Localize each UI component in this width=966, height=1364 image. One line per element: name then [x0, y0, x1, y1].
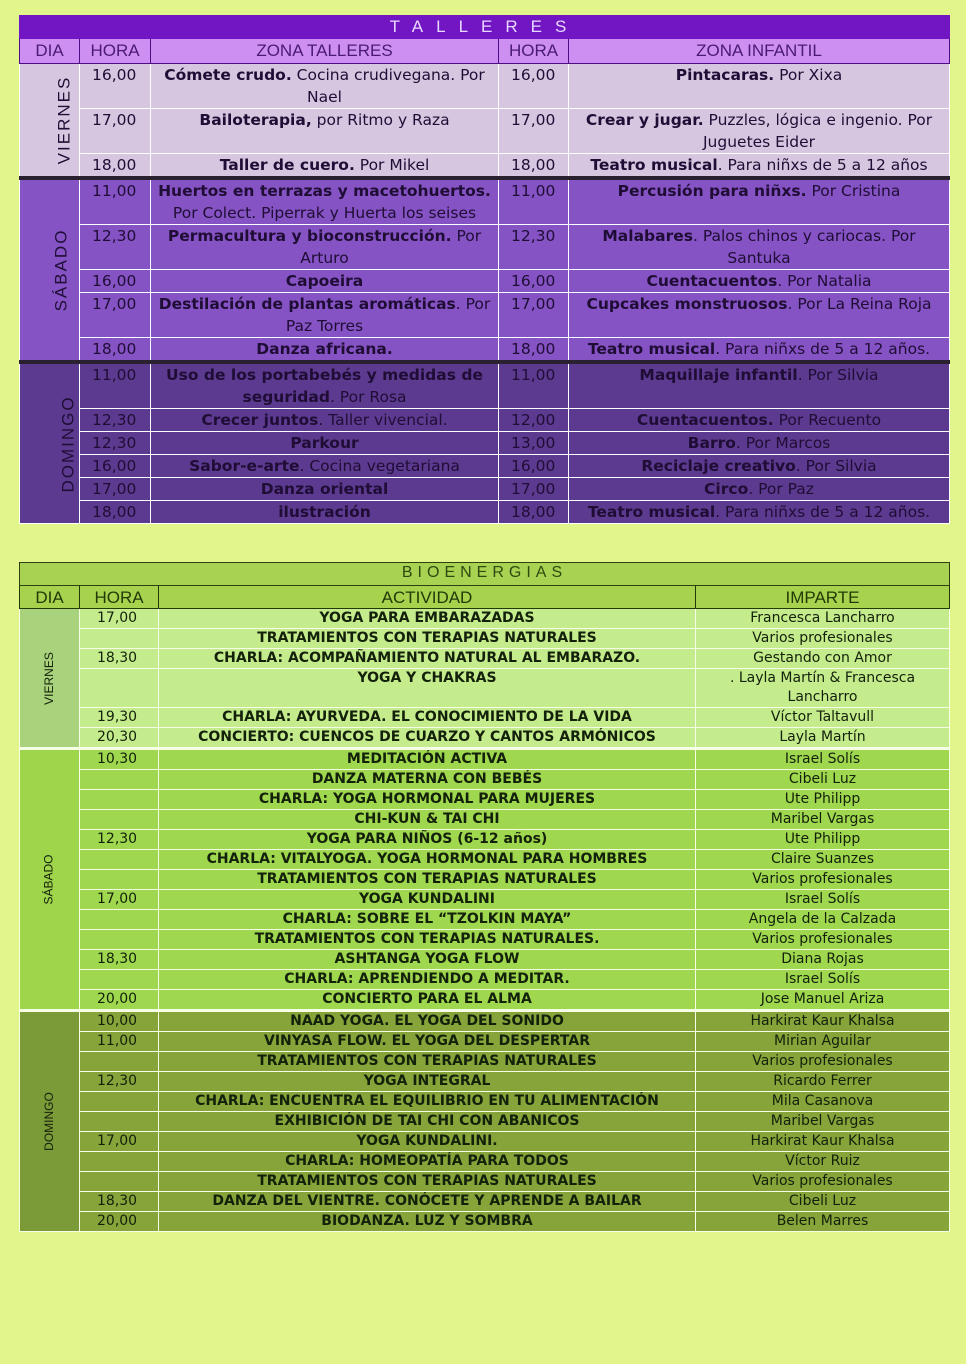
hora-cell: [80, 1172, 159, 1192]
imparte-cell: Belen Marres: [696, 1212, 950, 1232]
actividad-cell: TRATAMIENTOS CON TERAPIAS NATURALES.: [159, 930, 696, 950]
imparte-cell: Harkirat Kaur Khalsa: [696, 1132, 950, 1152]
hora-cell: [80, 930, 159, 950]
talleres-row: [20, 432, 950, 455]
hora-cell: 20,30: [80, 728, 159, 749]
imparte-cell: Varios profesionales: [696, 870, 950, 890]
imparte-cell: Varios profesionales: [696, 629, 950, 649]
imparte-cell: Jose Manuel Ariza: [696, 990, 950, 1011]
actividad-cell: CHARLA: HOMEOPATÍA PARA TODOS: [159, 1152, 696, 1172]
hora-cell: 20,00: [80, 1212, 159, 1232]
imparte-cell: Mila Casanova: [696, 1092, 950, 1112]
infantil-cell: [569, 432, 950, 455]
taller-cell: [151, 478, 499, 501]
imparte-cell: Cibeli Luz: [696, 1192, 950, 1212]
actividad-cell: CHARLA: YOGA HORMONAL PARA MUJERES: [159, 790, 696, 810]
hora-text: 18,00: [92, 340, 137, 358]
bio-row: [20, 770, 950, 790]
infantil-name: Maquillaje infantil: [639, 366, 798, 384]
taller-detail: . Taller vivencial.: [318, 411, 448, 429]
bio-row: [20, 790, 950, 810]
infantil-name: Reciclaje creativo: [641, 457, 796, 475]
imparte-cell: Layla Martín: [696, 728, 950, 749]
taller-detail: Por Mikel: [354, 156, 430, 174]
actividad-cell: EXHIBICIÓN DE TAI CHI CON ABANICOS: [159, 1112, 696, 1132]
hora-text: 13,00: [511, 434, 556, 452]
actividad-cell: CHARLA: SOBRE EL “TZOLKIN MAYA”: [159, 910, 696, 930]
infantil-cell: [569, 154, 950, 179]
hora-cell: [80, 770, 159, 790]
taller-detail: . Cocina vegetariana: [299, 457, 460, 475]
taller-detail: Por Arturo: [300, 227, 482, 267]
taller-detail: Por Colect. Piperrak y Huerta los seises: [172, 204, 477, 222]
actividad-cell: YOGA Y CHAKRAS: [159, 669, 696, 708]
infantil-detail: . Para niñxs de 5 a 12 años: [717, 156, 928, 174]
infantil-detail: . Por Silvia: [795, 457, 877, 475]
hora-cell: [80, 669, 159, 708]
hora-cell: [80, 293, 151, 338]
actividad-cell: CHARLA: APRENDIENDO A MEDITAR.: [159, 970, 696, 990]
hora-cell: [80, 225, 151, 270]
talleres-row: [20, 178, 950, 225]
hora-cell: 11,00: [80, 1032, 159, 1052]
bio-row: [20, 649, 950, 669]
hora-text: 17,00: [511, 295, 556, 313]
imparte-cell: Varios profesionales: [696, 1052, 950, 1072]
talleres-row: [20, 362, 950, 409]
col-header-zona-infantil: ZONA INFANTIL: [569, 39, 950, 64]
infantil-name: Pintacaras.: [675, 66, 775, 84]
hora-cell: [80, 850, 159, 870]
actividad-cell: YOGA KUNDALINI.: [159, 1132, 696, 1152]
bio-row: [20, 1032, 950, 1052]
infantil-name: Percusión para niñxs.: [617, 182, 807, 200]
hora-cell: 17,00: [80, 609, 159, 629]
infantil-name: Cuentacuentos: [646, 272, 778, 290]
hora-cell: 19,30: [80, 708, 159, 728]
infantil-cell: [569, 478, 950, 501]
taller-cell: [151, 225, 499, 270]
talleres-row: [20, 109, 950, 154]
bio-row: [20, 810, 950, 830]
infantil-detail: . Por Marcos: [735, 434, 831, 452]
imparte-cell: Ricardo Ferrer: [696, 1072, 950, 1092]
actividad-cell: YOGA INTEGRAL: [159, 1072, 696, 1092]
hora-text: 17,00: [92, 111, 137, 129]
actividad-cell: YOGA KUNDALINI: [159, 890, 696, 910]
actividad-cell: BIODANZA. LUZ Y SOMBRA: [159, 1212, 696, 1232]
hora-cell: 18,30: [80, 1192, 159, 1212]
taller-name: Crecer juntos: [201, 411, 319, 429]
hora-infantil-cell: [499, 501, 569, 524]
col-header-zona-talleres: ZONA TALLERES: [151, 39, 499, 64]
imparte-cell: Varios profesionales: [696, 930, 950, 950]
imparte-cell: Maribel Vargas: [696, 1112, 950, 1132]
hora-infantil-cell: [499, 362, 569, 409]
talleres-title: TALLERES: [20, 16, 950, 39]
bio-row: [20, 1052, 950, 1072]
imparte-cell: Gestando con Amor: [696, 649, 950, 669]
taller-cell: [151, 154, 499, 179]
imparte-cell: Maribel Vargas: [696, 810, 950, 830]
infantil-name: Teatro musical: [587, 340, 716, 358]
hora-text: 18,00: [511, 340, 556, 358]
infantil-cell: [569, 409, 950, 432]
taller-cell: [151, 178, 499, 225]
imparte-cell: . Layla Martín & Francesca Lancharro: [696, 669, 950, 708]
talleres-row: [20, 501, 950, 524]
talleres-row: [20, 225, 950, 270]
hora-text: 18,00: [92, 156, 137, 174]
infantil-cell: [569, 501, 950, 524]
imparte-cell: Diana Rojas: [696, 950, 950, 970]
infantil-cell: [569, 109, 950, 154]
actividad-cell: CONCIERTO: CUENCOS DE CUARZO Y CANTOS ARMÓNICOS: [159, 728, 696, 749]
bio-row: [20, 850, 950, 870]
infantil-name: Circo: [704, 480, 749, 498]
bio-row: [20, 708, 950, 728]
actividad-cell: DANZA DEL VIENTRE. CONÓCETE Y APRENDE A BAILAR: [159, 1192, 696, 1212]
hora-text: 16,00: [92, 457, 137, 475]
day-label-text: VIERNES: [42, 651, 56, 705]
infantil-detail: Puzzles, lógica e ingenio. Por Juguetes Eider: [702, 111, 933, 151]
hora-cell: [80, 478, 151, 501]
taller-cell: [151, 501, 499, 524]
hora-text: 16,00: [511, 66, 556, 84]
hora-text: 11,00: [92, 182, 137, 200]
col-header-imparte: IMPARTE: [696, 586, 950, 609]
bio-row: [20, 950, 950, 970]
taller-name: Parkour: [290, 434, 359, 452]
col-header-actividad: ACTIVIDAD: [159, 586, 696, 609]
hora-infantil-cell: [499, 270, 569, 293]
hora-text: 18,00: [511, 156, 556, 174]
infantil-detail: . Por Natalia: [777, 272, 872, 290]
hora-cell: [80, 362, 151, 409]
talleres-row: [20, 293, 950, 338]
actividad-cell: TRATAMIENTOS CON TERAPIAS NATURALES: [159, 629, 696, 649]
taller-cell: [151, 270, 499, 293]
imparte-cell: Israel Solís: [696, 970, 950, 990]
hora-infantil-cell: [499, 338, 569, 363]
bio-row: [20, 890, 950, 910]
taller-cell: [151, 409, 499, 432]
hora-cell: [80, 970, 159, 990]
bio-row: [20, 728, 950, 749]
imparte-cell: Víctor Taltavull: [696, 708, 950, 728]
actividad-cell: TRATAMIENTOS CON TERAPIAS NATURALES: [159, 870, 696, 890]
hora-text: 11,00: [92, 366, 137, 384]
talleres-row: [20, 64, 950, 109]
hora-infantil-cell: [499, 293, 569, 338]
col-header-hora: HORA: [80, 586, 159, 609]
hora-text: 16,00: [92, 272, 137, 290]
taller-name: Destilación de plantas aromáticas: [158, 295, 456, 313]
hora-text: 12,30: [92, 227, 137, 245]
hora-text: 12,30: [92, 411, 137, 429]
infantil-detail: . Palos chinos y cariocas. Por Santuka: [692, 227, 916, 267]
talleres-row: [20, 154, 950, 179]
hora-cell: [80, 109, 151, 154]
hora-infantil-cell: [499, 225, 569, 270]
day-label-text: VIERNES: [54, 75, 74, 165]
hora-infantil-cell: [499, 64, 569, 109]
day-label-text: DOMINGO: [58, 394, 78, 493]
day-label-text: SÁBADO: [41, 854, 56, 905]
imparte-cell: Mirian Aguilar: [696, 1032, 950, 1052]
infantil-cell: [569, 64, 950, 109]
hora-text: 17,00: [511, 111, 556, 129]
hora-cell: 20,00: [80, 990, 159, 1011]
hora-cell: [80, 64, 151, 109]
hora-infantil-cell: [499, 154, 569, 179]
bio-row: [20, 1172, 950, 1192]
actividad-cell: DANZA MATERNA CON BEBÉS: [159, 770, 696, 790]
hora-cell: [80, 629, 159, 649]
taller-name: Cómete crudo.: [164, 66, 292, 84]
infantil-detail: . Para niñxs de 5 a 12 años.: [715, 340, 931, 358]
taller-name: Danza africana.: [256, 340, 393, 358]
hora-cell: [80, 1112, 159, 1132]
bioenergias-title: BIOENERGIAS: [20, 563, 950, 586]
actividad-cell: TRATAMIENTOS CON TERAPIAS NATURALES: [159, 1172, 696, 1192]
day-label: [20, 1011, 80, 1232]
hora-cell: [80, 790, 159, 810]
bio-row: [20, 870, 950, 890]
hora-text: 17,00: [511, 480, 556, 498]
taller-name: Permacultura y bioconstrucción.: [167, 227, 452, 245]
bioenergias-schedule: [19, 562, 949, 1232]
hora-cell: 12,30: [80, 1072, 159, 1092]
day-label-text: SÁBADO: [51, 228, 71, 312]
infantil-cell: [569, 178, 950, 225]
taller-cell: [151, 64, 499, 109]
hora-cell: [80, 870, 159, 890]
infantil-cell: [569, 338, 950, 363]
taller-cell: [151, 455, 499, 478]
hora-infantil-cell: [499, 455, 569, 478]
hora-text: 12,30: [511, 227, 556, 245]
hora-text: 16,00: [92, 66, 137, 84]
infantil-detail: Por Cristina: [806, 182, 901, 200]
infantil-detail: . Para niñxs de 5 a 12 años.: [715, 503, 931, 521]
talleres-row: [20, 338, 950, 363]
taller-name: Huertos en terrazas y macetohuertos.: [158, 182, 491, 200]
taller-name: Taller de cuero.: [219, 156, 355, 174]
hora-cell: 18,30: [80, 950, 159, 970]
col-header-dia: DIA: [20, 39, 80, 64]
talleres-table: [19, 15, 950, 524]
col-header-dia: DIA: [20, 586, 80, 609]
hora-cell: [80, 1152, 159, 1172]
actividad-cell: CHARLA: ENCUENTRA EL EQUILIBRIO EN TU ALIMENTACIÓN: [159, 1092, 696, 1112]
infantil-name: Malabares: [602, 227, 693, 245]
infantil-cell: [569, 270, 950, 293]
bio-row: [20, 910, 950, 930]
taller-cell: [151, 338, 499, 363]
hora-text: 11,00: [511, 182, 556, 200]
taller-name: Uso de los portabebés y medidas de seguridad: [166, 366, 483, 406]
taller-name: Capoeira: [285, 272, 364, 290]
imparte-cell: Ute Philipp: [696, 790, 950, 810]
day-label: [20, 749, 80, 1011]
infantil-detail: Por Recuento: [773, 411, 882, 429]
hora-cell: 12,30: [80, 830, 159, 850]
bio-row: [20, 629, 950, 649]
hora-cell: 17,00: [80, 890, 159, 910]
hora-text: 17,00: [92, 295, 137, 313]
infantil-detail: . Por La Reina Roja: [787, 295, 932, 313]
bio-row: [20, 1192, 950, 1212]
hora-cell: [80, 154, 151, 179]
day-label: [20, 64, 80, 179]
imparte-cell: Harkirat Kaur Khalsa: [696, 1011, 950, 1032]
hora-cell: 10,00: [80, 1011, 159, 1032]
imparte-cell: Angela de la Calzada: [696, 910, 950, 930]
col-header-hora-infantil: HORA: [499, 39, 569, 64]
taller-cell: [151, 432, 499, 455]
taller-cell: [151, 109, 499, 154]
hora-infantil-cell: [499, 409, 569, 432]
hora-infantil-cell: [499, 432, 569, 455]
hora-cell: [80, 432, 151, 455]
infantil-name: Teatro musical: [587, 503, 716, 521]
imparte-cell: Israel Solís: [696, 890, 950, 910]
infantil-cell: [569, 225, 950, 270]
day-label: [20, 609, 80, 749]
bio-row: [20, 1212, 950, 1232]
day-label-text: DOMINGO: [41, 1092, 56, 1151]
hora-text: 17,00: [92, 480, 137, 498]
actividad-cell: TRATAMIENTOS CON TERAPIAS NATURALES: [159, 1052, 696, 1072]
hora-cell: [80, 1052, 159, 1072]
hora-text: 18,00: [511, 503, 556, 521]
imparte-cell: Cibeli Luz: [696, 770, 950, 790]
bio-row: [20, 1092, 950, 1112]
hora-cell: 18,30: [80, 649, 159, 669]
day-label: [20, 178, 80, 362]
taller-detail: . Por Rosa: [329, 388, 407, 406]
hora-cell: [80, 270, 151, 293]
talleres-row: [20, 455, 950, 478]
taller-detail: . Por Paz Torres: [285, 295, 491, 335]
imparte-cell: Varios profesionales: [696, 1172, 950, 1192]
hora-cell: [80, 178, 151, 225]
hora-cell: [80, 501, 151, 524]
col-header-hora: HORA: [80, 39, 151, 64]
bio-row: [20, 1011, 950, 1032]
hora-text: 12,00: [511, 411, 556, 429]
actividad-cell: CONCIERTO PARA EL ALMA: [159, 990, 696, 1011]
infantil-name: Crear y jugar.: [585, 111, 704, 129]
hora-infantil-cell: [499, 109, 569, 154]
imparte-cell: Víctor Ruiz: [696, 1152, 950, 1172]
infantil-detail: . Por Paz: [748, 480, 814, 498]
hora-cell: 10,30: [80, 749, 159, 770]
bio-row: [20, 1112, 950, 1132]
taller-detail: Cocina crudivegana. Por Nael: [291, 66, 485, 106]
talleres-row: [20, 478, 950, 501]
taller-name: ilustración: [278, 503, 371, 521]
actividad-cell: NAAD YOGA. EL YOGA DEL SONIDO: [159, 1011, 696, 1032]
infantil-name: Cupcakes monstruosos: [586, 295, 788, 313]
taller-detail: por Ritmo y Raza: [311, 111, 450, 129]
hora-text: 16,00: [511, 272, 556, 290]
hora-cell: 17,00: [80, 1132, 159, 1152]
bio-row: [20, 930, 950, 950]
actividad-cell: ASHTANGA YOGA FLOW: [159, 950, 696, 970]
bio-row: [20, 970, 950, 990]
infantil-cell: [569, 455, 950, 478]
infantil-name: Cuentacuentos.: [636, 411, 774, 429]
hora-cell: [80, 455, 151, 478]
taller-name: Bailoterapia,: [199, 111, 312, 129]
actividad-cell: CHARLA: AYURVEDA. EL CONOCIMIENTO DE LA VIDA: [159, 708, 696, 728]
imparte-cell: Claire Suanzes: [696, 850, 950, 870]
taller-cell: [151, 362, 499, 409]
actividad-cell: YOGA PARA NIÑOS (6-12 años): [159, 830, 696, 850]
hora-text: 18,00: [92, 503, 137, 521]
imparte-cell: Israel Solís: [696, 749, 950, 770]
bio-row: [20, 669, 950, 708]
hora-infantil-cell: [499, 478, 569, 501]
bio-row: [20, 609, 950, 629]
infantil-detail: Por Xixa: [774, 66, 843, 84]
infantil-cell: [569, 293, 950, 338]
talleres-row: [20, 270, 950, 293]
infantil-cell: [569, 362, 950, 409]
bio-row: [20, 1132, 950, 1152]
actividad-cell: CHI-KUN & TAI CHI: [159, 810, 696, 830]
bio-row: [20, 990, 950, 1011]
taller-name: Sabor-e-arte: [189, 457, 300, 475]
bio-row: [20, 1072, 950, 1092]
taller-cell: [151, 293, 499, 338]
hora-cell: [80, 1092, 159, 1112]
bio-row: [20, 1152, 950, 1172]
day-label: [20, 362, 80, 524]
actividad-cell: YOGA PARA EMBARAZADAS: [159, 609, 696, 629]
hora-cell: [80, 409, 151, 432]
actividad-cell: VINYASA FLOW. EL YOGA DEL DESPERTAR: [159, 1032, 696, 1052]
bioenergias-table: [19, 562, 950, 1232]
hora-cell: [80, 910, 159, 930]
imparte-cell: Francesca Lancharro: [696, 609, 950, 629]
infantil-detail: . Por Silvia: [797, 366, 879, 384]
hora-cell: [80, 338, 151, 363]
actividad-cell: CHARLA: ACOMPAÑAMIENTO NATURAL AL EMBARAZO.: [159, 649, 696, 669]
hora-infantil-cell: [499, 178, 569, 225]
bio-row: [20, 749, 950, 770]
talleres-schedule: [19, 15, 949, 524]
hora-text: 11,00: [511, 366, 556, 384]
taller-name: Danza oriental: [260, 480, 389, 498]
infantil-name: Teatro musical: [590, 156, 718, 174]
talleres-row: [20, 409, 950, 432]
bio-row: [20, 830, 950, 850]
actividad-cell: CHARLA: VITALYOGA. YOGA HORMONAL PARA HOMBRES: [159, 850, 696, 870]
imparte-cell: Ute Philipp: [696, 830, 950, 850]
hora-cell: [80, 810, 159, 830]
actividad-cell: MEDITACIÓN ACTIVA: [159, 749, 696, 770]
infantil-name: Barro: [687, 434, 736, 452]
hora-text: 16,00: [511, 457, 556, 475]
hora-text: 12,30: [92, 434, 137, 452]
